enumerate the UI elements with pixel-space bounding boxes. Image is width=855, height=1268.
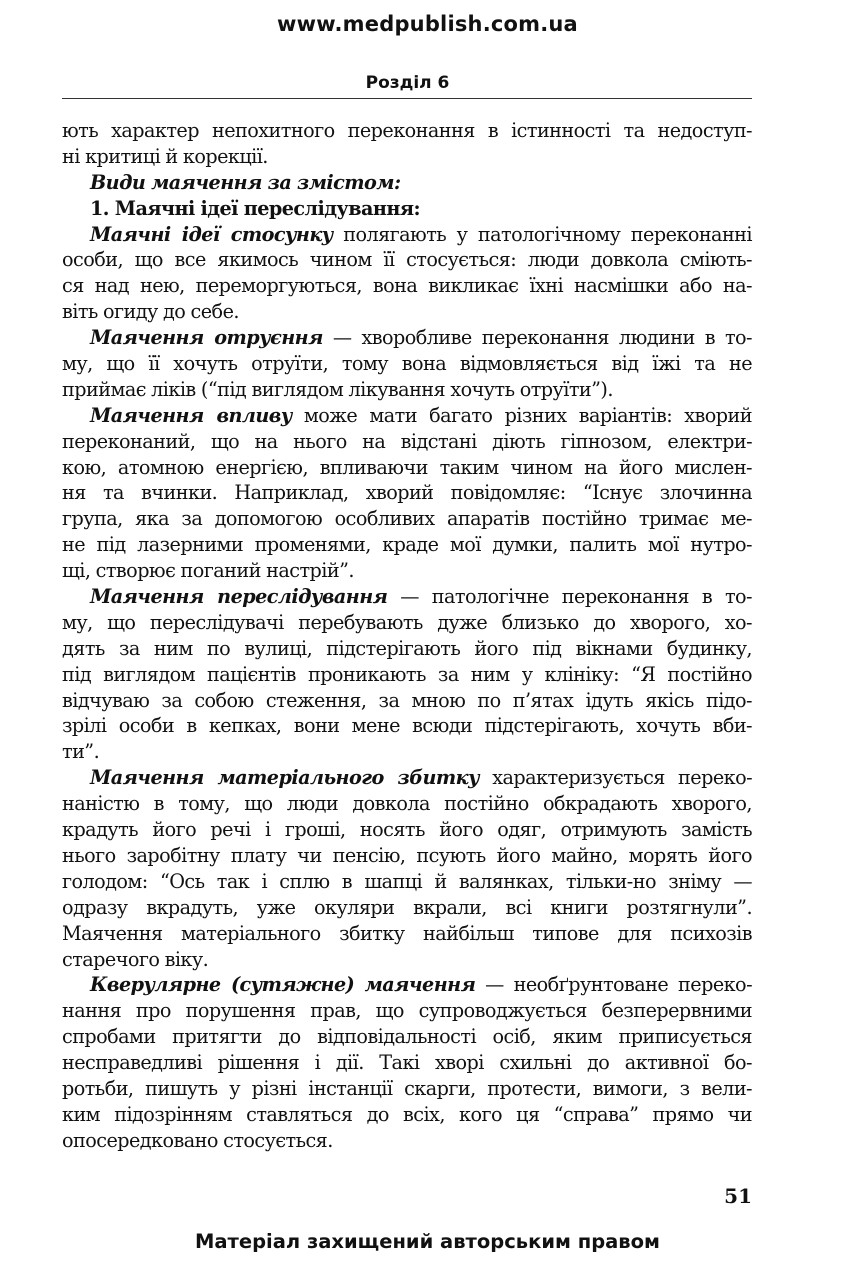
term: Маячення переслідування [90, 585, 388, 609]
text-line: Маячення переслідування — патологічне переконання в то- [90, 585, 752, 609]
text-line: му, що її хочуть отруїти, тому вона відмовляється від їжі та не [62, 352, 752, 376]
text-line: ти”. [62, 740, 100, 764]
text-line: одразу вкрадуть, уже окуляри вкрали, всі книги розтягнули”. [62, 895, 752, 919]
text-line: під виглядом пацієнтів проникають за ним у клініку: “Я постійно [62, 662, 752, 686]
term: Маячення отруєння [90, 326, 323, 350]
subheading: 1. Маячні ідеї переслідування: [90, 196, 421, 220]
text-line: Маячення отруєння — хворобливе переконання людини в то- [90, 326, 752, 350]
text-line: му, що переслідувачі перебувають дуже близько до хворого, хо- [62, 610, 752, 634]
text-line: щі, створює поганий настрій”. [62, 559, 354, 583]
text-line: нього заробітну плату чи пенсію, псують його майно, морять його [62, 843, 752, 867]
section-header: Розділ 6 [365, 73, 450, 93]
page-number: 51 [724, 1184, 752, 1208]
term: Маячення впливу [90, 403, 292, 427]
text-line: Маячні ідеї стосунку полягають у патологічному переконанні [90, 222, 753, 246]
text-line: зрілі особи в кепках, вони мене всюди підстерігають, хочуть вби- [62, 714, 752, 738]
text-line: ють характер непохитного переконання в істинності та недоступ- [62, 119, 752, 142]
text-line: приймає ліків (“під виглядом лікування хочуть отруїти”). [62, 377, 613, 401]
text-line: Маячення впливу може мати багато різних варіантів: хворий [90, 403, 752, 427]
text-line: Кверулярне (сутяжне) маячення — необґрунтоване переко- [90, 973, 752, 997]
text-line: ким підозрінням ставляться до всіх, кого ця “справа” прямо чи [62, 1102, 752, 1126]
header-rule [62, 98, 752, 99]
text-line: крадуть його речі і гроші, носять його одяг, отримують замість [62, 818, 752, 842]
text-line: Маячення матеріального збитку характеризується переко- [90, 766, 753, 790]
text-line: особи, що все якимось чином її стосується: люди довкола сміють- [62, 248, 752, 272]
text-line: ся над нею, переморгуються, вона викликає їхні насмішки або на- [62, 274, 752, 298]
text-line: Маячення матеріального збитку найбільш типове для психозів [62, 921, 752, 945]
text-line: кою, атомною енергією, впливаючи таким чином на його мислен- [62, 455, 752, 479]
text-line: голодом: “Ось так і сплю в шапці й валянках, тільки-но зніму — [62, 869, 752, 893]
term: Маячні ідеї стосунку [90, 222, 333, 246]
text-line: несправедливі рішення і дії. Такі хворі схильні до активної бо- [62, 1051, 752, 1075]
text-line: спробами притягти до відповідальності осіб, яким приписується [62, 1025, 752, 1049]
text-line: нання про порушення прав, що супроводжується безперервними [62, 999, 752, 1023]
text-line: не під лазерними променями, краде мої думки, палить мої нутро- [62, 533, 752, 557]
body-text [62, 118, 752, 1154]
text-line: старечого віку. [62, 947, 209, 971]
text-line: віть огиду до себе. [62, 300, 239, 324]
text-line: ні критиці й корекції. [62, 144, 268, 168]
text-line: переконаний, що на нього на відстані діють гіпнозом, електри- [62, 429, 752, 453]
text-line: ротьби, пишуть у різні інстанції скарги, протести, вимоги, з вели- [62, 1076, 752, 1100]
text-line: дять за ним по вулиці, підстерігають його під вікнами будинку, [62, 636, 752, 660]
text-line: група, яка за допомогою особливих апаратів постійно тримає ме- [62, 507, 752, 531]
subheading: Види маячення за змістом: [90, 170, 401, 194]
text-line: наністю в тому, що люди довкола постійно обкрадають хворого, [62, 792, 752, 816]
text-line: відчуваю за собою стеження, за мною по п’ятах ідуть якісь підо- [62, 688, 752, 712]
term: Кверулярне (сутяжне) маячення [90, 973, 476, 997]
term: Маячення матеріального збитку [90, 766, 480, 790]
watermark-url: www.medpublish.com.ua [277, 12, 578, 36]
text-line: ня та вчинки. Наприклад, хворий повідомляє: “Існує злочинна [62, 481, 752, 505]
copyright-watermark: Матеріал захищений авторським правом [194, 1230, 660, 1253]
text-line: опосередковано стосується. [62, 1128, 333, 1152]
